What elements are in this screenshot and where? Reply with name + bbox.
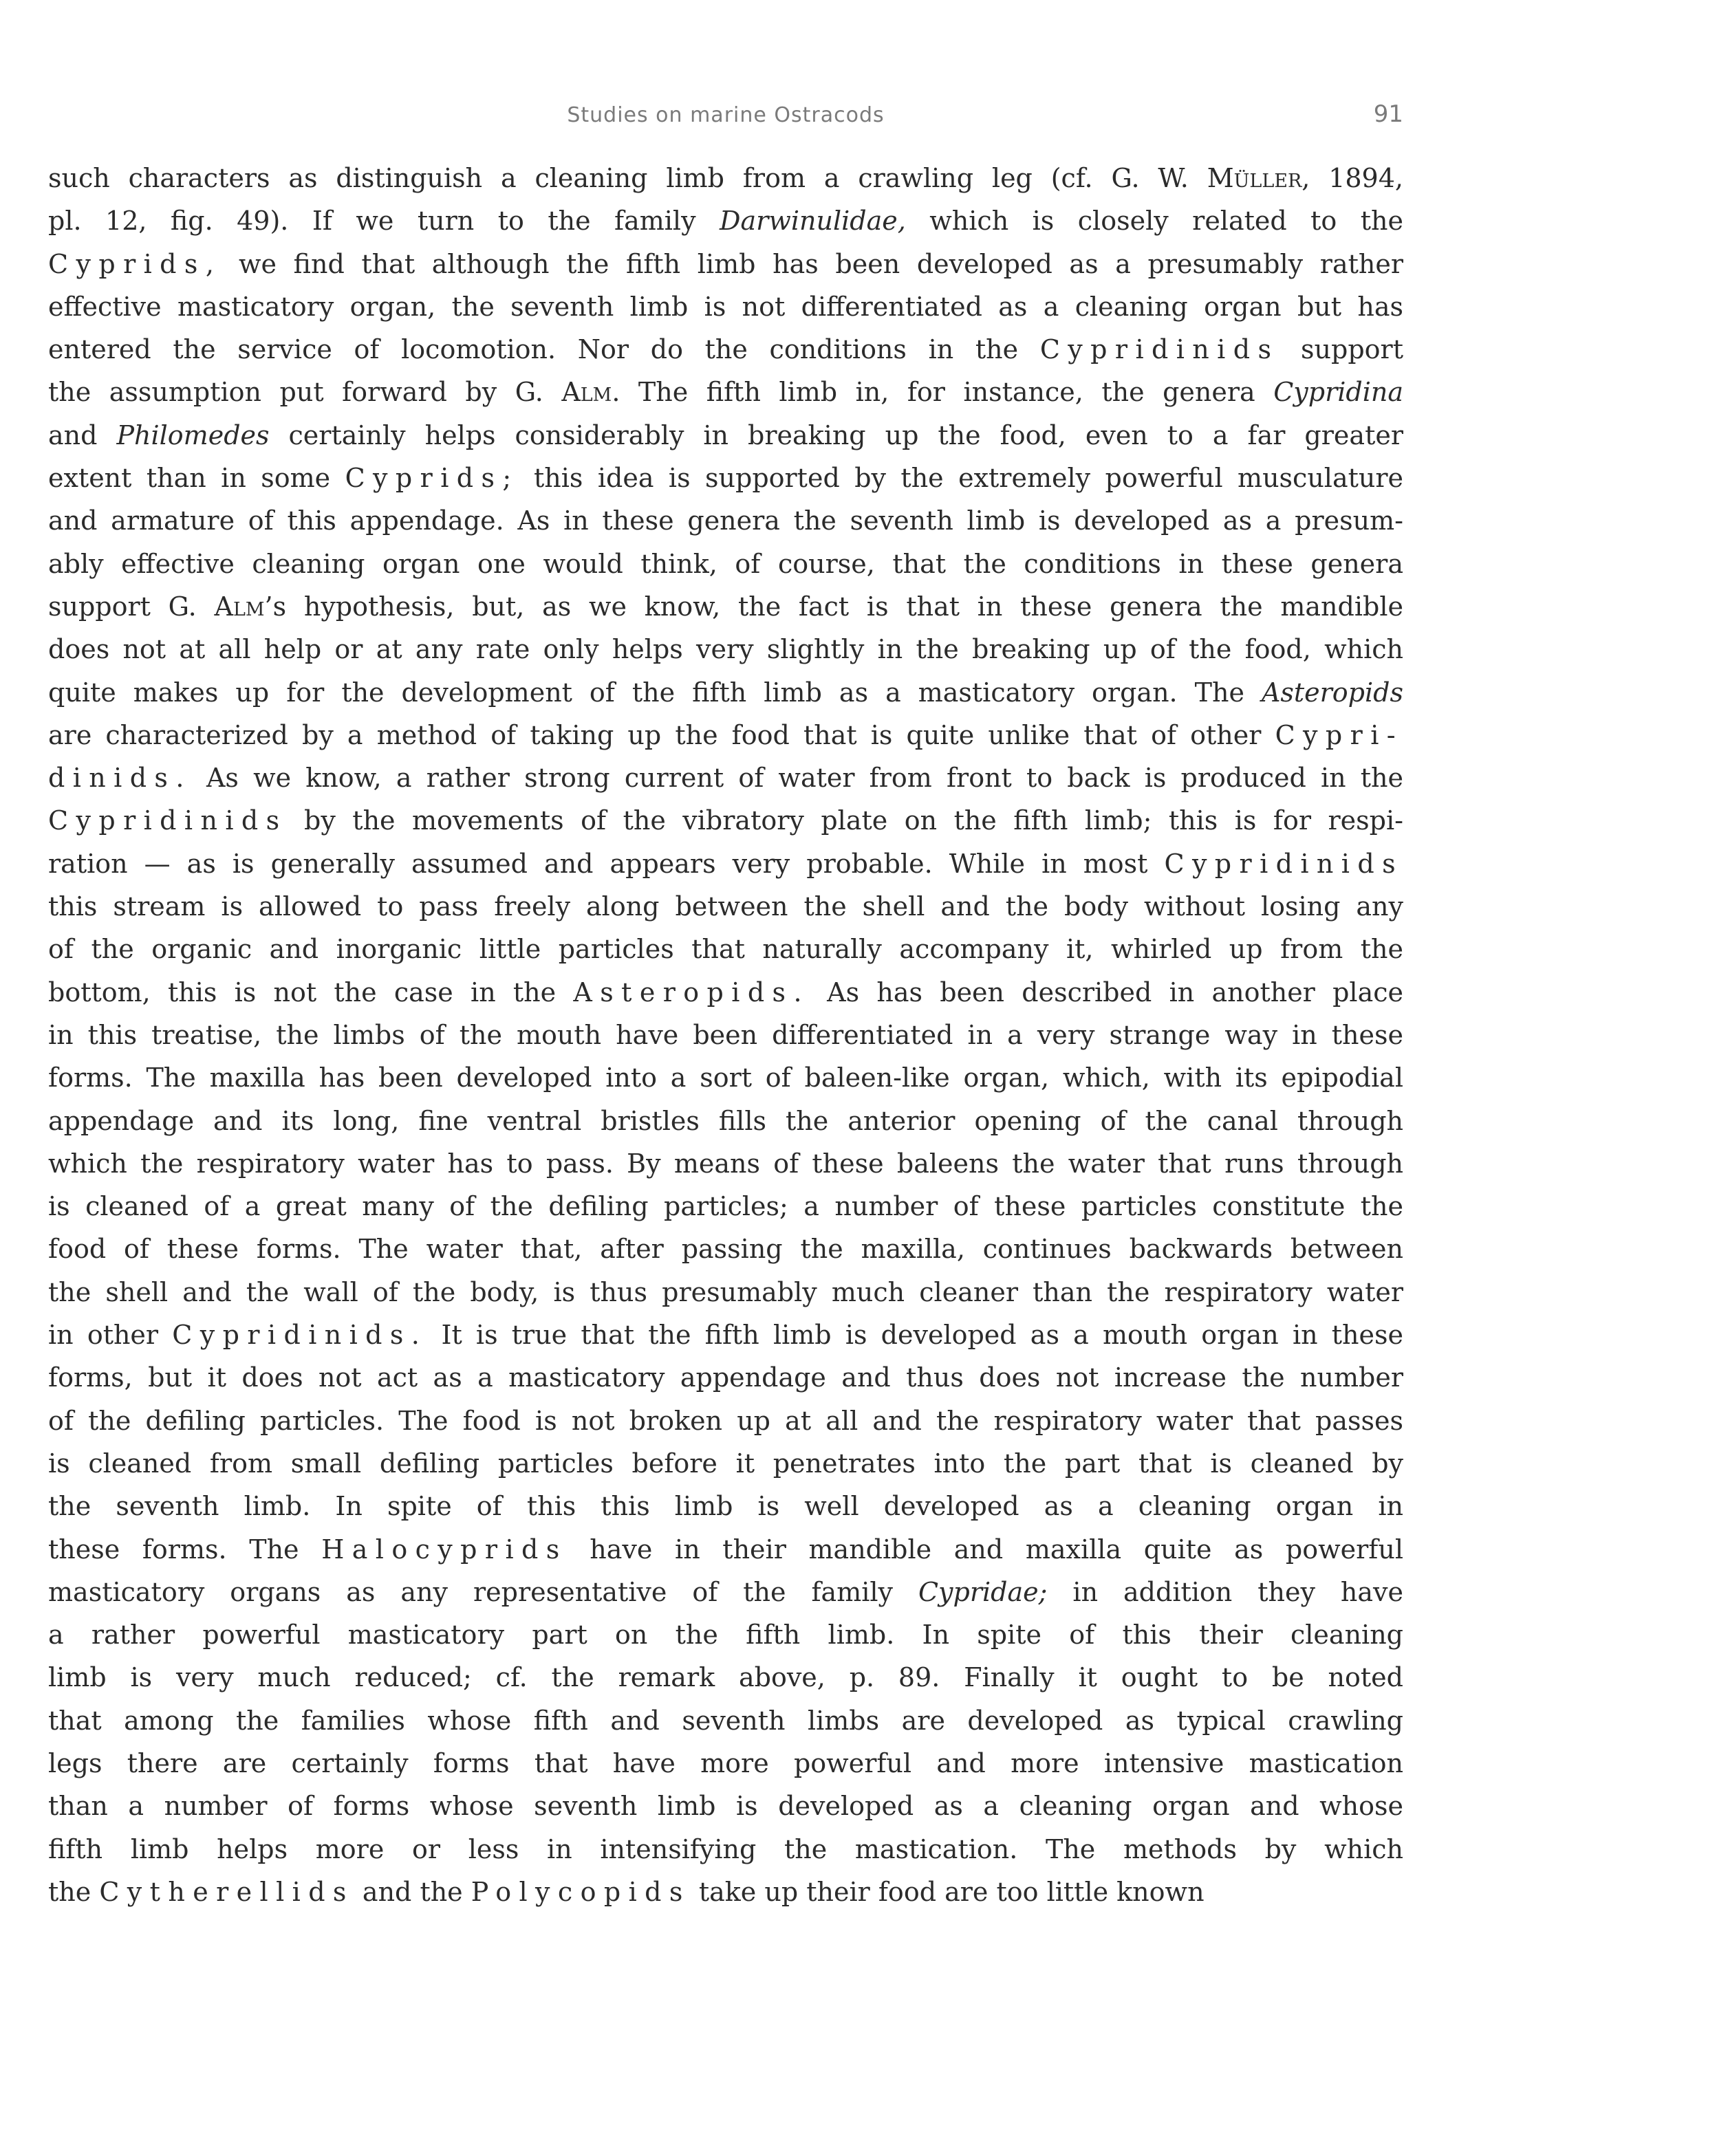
text-run: bottom, this is not the case in the xyxy=(48,977,574,1008)
text-run: ’s hypothesis, but, as we know, the fact is that in these genera the mandible xyxy=(264,591,1403,622)
text-run: masticatory organs as any representative of the family xyxy=(48,1576,918,1607)
text-line xyxy=(48,585,1403,628)
author-name: Alm xyxy=(561,377,612,408)
text-run: the shell and the wall of the body, is thus presumably much cleaner than the respiratory water xyxy=(48,1276,1403,1307)
text-line xyxy=(48,628,1403,671)
text-line xyxy=(48,1356,1403,1399)
text-run: than a number of forms whose seventh limb is developed as a cleaning organ and whose xyxy=(48,1791,1403,1822)
text-run: the assumption put forward by G. xyxy=(48,377,562,408)
italic-term: Philomedes xyxy=(116,420,270,450)
text-run: is cleaned of a great many of the defiling particles; a number of these particles constitute the xyxy=(48,1191,1403,1222)
text-run: which is closely related to the xyxy=(905,206,1403,237)
text-run: . The fifth limb in, for instance, the genera xyxy=(612,377,1274,408)
text-line xyxy=(48,756,1403,799)
text-line xyxy=(48,885,1403,928)
text-line xyxy=(48,1142,1403,1185)
spaced-term: Cyprids; xyxy=(345,463,519,494)
text-run: certainly helps considerably in breaking up the food, even to a far greater xyxy=(269,420,1403,450)
author-name: Müller xyxy=(1207,163,1302,193)
text-run: which the respiratory water has to pass. By means of these baleens the water that runs through xyxy=(48,1148,1403,1179)
text-line xyxy=(48,1314,1403,1356)
text-run: of the defiling particles. The food is not broken up at all and the respiratory water that passes xyxy=(48,1405,1403,1436)
text-run: a rather powerful masticatory part on the fifth limb. In spite of this their cleaning xyxy=(48,1620,1403,1651)
text-line xyxy=(48,1571,1403,1613)
spaced-term: Cytherellids xyxy=(99,1876,354,1907)
text-line xyxy=(48,1400,1403,1442)
text-line xyxy=(48,1485,1403,1527)
text-line xyxy=(48,243,1403,285)
text-run: limb is very much reduced; cf. the remark above, p. 89. Finally it ought to be noted xyxy=(48,1662,1403,1693)
spaced-term: Cypri- xyxy=(1275,719,1403,750)
text-line xyxy=(48,285,1403,328)
spaced-term: Polycopids xyxy=(471,1876,691,1907)
text-line xyxy=(48,714,1403,756)
text-run: extent than in some xyxy=(48,463,345,494)
text-line xyxy=(48,1185,1403,1228)
text-line xyxy=(48,371,1403,413)
spaced-term: Cyprids, xyxy=(48,248,222,279)
running-title: Studies on marine Ostracods xyxy=(567,103,885,127)
text-run: the xyxy=(48,1876,100,1907)
text-run: appendage and its long, fine ventral bristles fills the anterior opening of the canal through xyxy=(48,1105,1403,1136)
text-line xyxy=(48,1228,1403,1270)
text-line xyxy=(48,799,1403,842)
text-run: effective masticatory organ, the seventh limb is not differentiated as a cleaning organ but has xyxy=(48,291,1403,322)
text-run: take up their food are too little known xyxy=(690,1876,1205,1907)
text-run: such characters as distinguish a cleaning limb from a crawling leg (cf. G. W. xyxy=(48,163,1207,193)
text-run: entered the service of locomotion. Nor do the conditions in the xyxy=(48,334,1040,365)
text-line xyxy=(48,1271,1403,1314)
text-line xyxy=(48,543,1403,585)
text-run: As we know, a rather strong current of water from front to back is produced in the xyxy=(191,763,1403,794)
text-run: quite makes up for the development of the fifth limb as a masticatory organ. The xyxy=(48,677,1262,708)
text-run: It is true that the fifth limb is developed as a mouth organ in these xyxy=(427,1320,1403,1351)
author-name: Alm xyxy=(214,591,265,622)
text-run: these forms. The xyxy=(48,1534,322,1565)
text-run: in this treatise, the limbs of the mouth have been differentiated in a very strange way in these xyxy=(48,1019,1403,1050)
text-run: this idea is supported by the extremely powerful musculature xyxy=(519,463,1403,494)
text-line xyxy=(48,1528,1403,1571)
text-run: this stream is allowed to pass freely along between the shell and the body without losing any xyxy=(48,891,1403,922)
text-run: that among the families whose fifth and seventh limbs are developed as typical crawling xyxy=(48,1705,1403,1736)
text-line xyxy=(48,1442,1403,1485)
text-run: ration — as is generally assumed and appears very probable. While in most xyxy=(48,848,1165,879)
spaced-term: Halocyprids xyxy=(321,1534,568,1565)
body-text xyxy=(48,157,1403,1913)
text-run: pl. 12, fig. 49). If we turn to the family xyxy=(48,206,720,237)
spaced-term: Cypridinids xyxy=(1164,848,1403,879)
text-run: forms. The maxilla has been developed into a sort of baleen-like organ, which, with its epipodial xyxy=(48,1063,1403,1093)
text-line xyxy=(48,1742,1403,1785)
text-run: does not at all help or at any rate only helps very slightly in the breaking up of the food, which xyxy=(48,634,1403,665)
text-line xyxy=(48,457,1403,499)
spaced-term: Cypridinids xyxy=(48,805,288,836)
text-line xyxy=(48,328,1403,371)
text-run: and armature of this appendage. As in these genera the seventh limb is developed as a presum- xyxy=(48,505,1403,536)
italic-term: Asteropids xyxy=(1261,677,1403,708)
text-run: fifth limb helps more or less in intensifying the mastication. The methods by which xyxy=(48,1833,1403,1864)
italic-term: Cypridina xyxy=(1273,377,1403,408)
text-line xyxy=(48,1014,1403,1056)
text-line xyxy=(48,971,1403,1014)
text-run: in addition they have xyxy=(1047,1576,1403,1607)
spaced-term: Cypridinids xyxy=(1039,334,1279,365)
italic-term: Cypridae; xyxy=(918,1576,1048,1607)
text-line xyxy=(48,1871,1403,1913)
text-run: ably effective cleaning organ one would think, of course, that the conditions in these genera xyxy=(48,548,1403,579)
text-line xyxy=(48,199,1403,242)
text-line xyxy=(48,1699,1403,1742)
text-run: forms, but it does not act as a masticatory appendage and thus does not increase the number xyxy=(48,1362,1403,1393)
text-line xyxy=(48,414,1403,457)
text-run: are characterized by a method of taking up the food that is quite unlike that of other xyxy=(48,719,1275,750)
text-line xyxy=(48,928,1403,970)
text-line xyxy=(48,671,1403,714)
text-line xyxy=(48,842,1403,885)
text-line xyxy=(48,1656,1403,1699)
text-run: As has been described in another place xyxy=(809,977,1403,1008)
italic-term: Darwinulidae, xyxy=(720,206,906,237)
text-line xyxy=(48,1613,1403,1656)
text-run: in other xyxy=(48,1320,173,1351)
spaced-term: Asteropids. xyxy=(573,977,810,1008)
text-run: we find that although the fifth limb has been developed as a presumably rather xyxy=(222,248,1403,279)
text-run: have in their mandible and maxilla quite as powerful xyxy=(567,1534,1403,1565)
text-run: support G. xyxy=(48,591,215,622)
text-run: of the organic and inorganic little particles that naturally accompany it, whirled up from the xyxy=(48,934,1403,965)
text-run: food of these forms. The water that, after passing the maxilla, continues backwards between xyxy=(48,1234,1403,1265)
text-line xyxy=(48,1056,1403,1099)
text-line xyxy=(48,1100,1403,1142)
text-run: the seventh limb. In spite of this this limb is well developed as a cleaning organ in xyxy=(48,1491,1403,1522)
text-run: legs there are certainly forms that have more powerful and more intensive mastication xyxy=(48,1747,1403,1778)
text-run: support xyxy=(1279,334,1403,365)
spaced-term: dinids. xyxy=(48,763,192,794)
text-run: , 1894, xyxy=(1302,163,1403,193)
text-run: and xyxy=(48,420,117,450)
spaced-term: Cypridinids. xyxy=(172,1320,428,1351)
page-number: 91 xyxy=(1373,100,1403,128)
text-line xyxy=(48,1785,1403,1827)
text-line xyxy=(48,499,1403,542)
running-head xyxy=(48,100,1403,138)
text-line xyxy=(48,1828,1403,1871)
text-run: by the movements of the vibratory plate on the fifth limb; this is for respi- xyxy=(287,805,1403,836)
text-run: is cleaned from small defiling particles before it penetrates into the part that is cleaned by xyxy=(48,1448,1403,1479)
text-run: and the xyxy=(354,1876,471,1907)
text-line xyxy=(48,157,1403,199)
